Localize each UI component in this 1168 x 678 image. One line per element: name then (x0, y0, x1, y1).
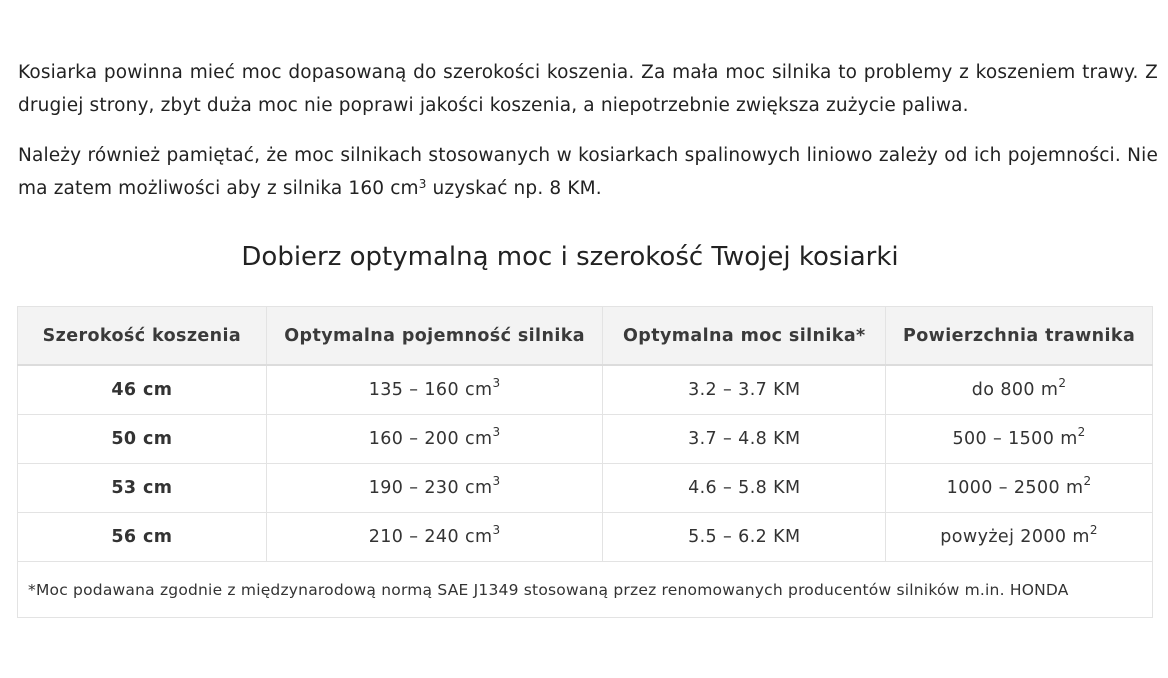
cell-power: 3.2 – 3.7 KM (603, 365, 886, 415)
article-content (18, 56, 1158, 205)
cell-power: 5.5 – 6.2 KM (603, 513, 886, 562)
cell-capacity (266, 365, 603, 415)
area-value: 1000 – 2500 m (946, 478, 1084, 498)
table-row (18, 464, 1153, 513)
superscript-2: 2 (1077, 425, 1086, 439)
table-row (18, 365, 1153, 415)
area-value: 500 – 1500 m (952, 429, 1078, 449)
intro-paragraph-2-text: Należy również pamiętać, że moc silnikach stosowanych w kosiarkach spalinowych liniowo zależy od ich pojemności. Nie ma zatem możliwości aby z silnika 160 cm (18, 145, 1158, 199)
intro-paragraph-1: Kosiarka powinna mieć moc dopasowaną do szerokości koszenia. Za mała moc silnika to problemy z koszeniem trawy. Z drugiej strony, zbyt duża moc nie poprawi jakości koszenia, a niepotrzebnie zwiększa zużycie paliwa. (18, 62, 1158, 116)
area-value: do 800 m (971, 380, 1059, 400)
header-cutting-width: Szerokość koszenia (18, 307, 267, 366)
mower-spec-table (17, 306, 1153, 618)
capacity-value: 190 – 230 cm (368, 478, 493, 498)
table-footnote: *Moc podawana zgodnie z międzynarodową normą SAE J1349 stosowaną przez renomowanych producentów silników m.in. HONDA (18, 562, 1153, 618)
superscript-3: 3 (492, 425, 501, 439)
intro-paragraph-2 (18, 139, 1158, 205)
cell-area (886, 415, 1153, 464)
superscript-2: 2 (1058, 376, 1067, 390)
cell-area (886, 464, 1153, 513)
area-value: powyżej 2000 m (940, 527, 1090, 547)
cell-width: 53 cm (18, 464, 267, 513)
cell-area (886, 513, 1153, 562)
cell-capacity (266, 513, 603, 562)
header-lawn-area: Powierzchnia trawnika (886, 307, 1153, 366)
superscript-3: 3 (492, 523, 501, 537)
capacity-value: 135 – 160 cm (368, 380, 493, 400)
cell-power: 3.7 – 4.8 KM (603, 415, 886, 464)
cell-power: 4.6 – 5.8 KM (603, 464, 886, 513)
intro-paragraph-2-end: uzyskać np. 8 KM. (426, 178, 602, 199)
cell-area (886, 365, 1153, 415)
capacity-value: 210 – 240 cm (368, 527, 493, 547)
cell-width: 46 cm (18, 365, 267, 415)
table-row (18, 415, 1153, 464)
superscript-2: 2 (1089, 523, 1098, 537)
table-footnote-row (18, 562, 1153, 618)
header-engine-power: Optymalna moc silnika* (603, 307, 886, 366)
cell-capacity (266, 464, 603, 513)
cell-width: 56 cm (18, 513, 267, 562)
superscript-3: 3 (492, 376, 501, 390)
cell-capacity (266, 415, 603, 464)
table-header-row (18, 307, 1153, 366)
cell-width: 50 cm (18, 415, 267, 464)
capacity-value: 160 – 200 cm (368, 429, 493, 449)
section-heading: Dobierz optymalną moc i szerokość Twojej kosiarki (241, 242, 899, 272)
superscript-3: 3 (492, 474, 501, 488)
header-engine-capacity: Optymalna pojemność silnika (266, 307, 603, 366)
superscript-3: 3 (418, 177, 427, 191)
superscript-2: 2 (1083, 474, 1092, 488)
table-row (18, 513, 1153, 562)
